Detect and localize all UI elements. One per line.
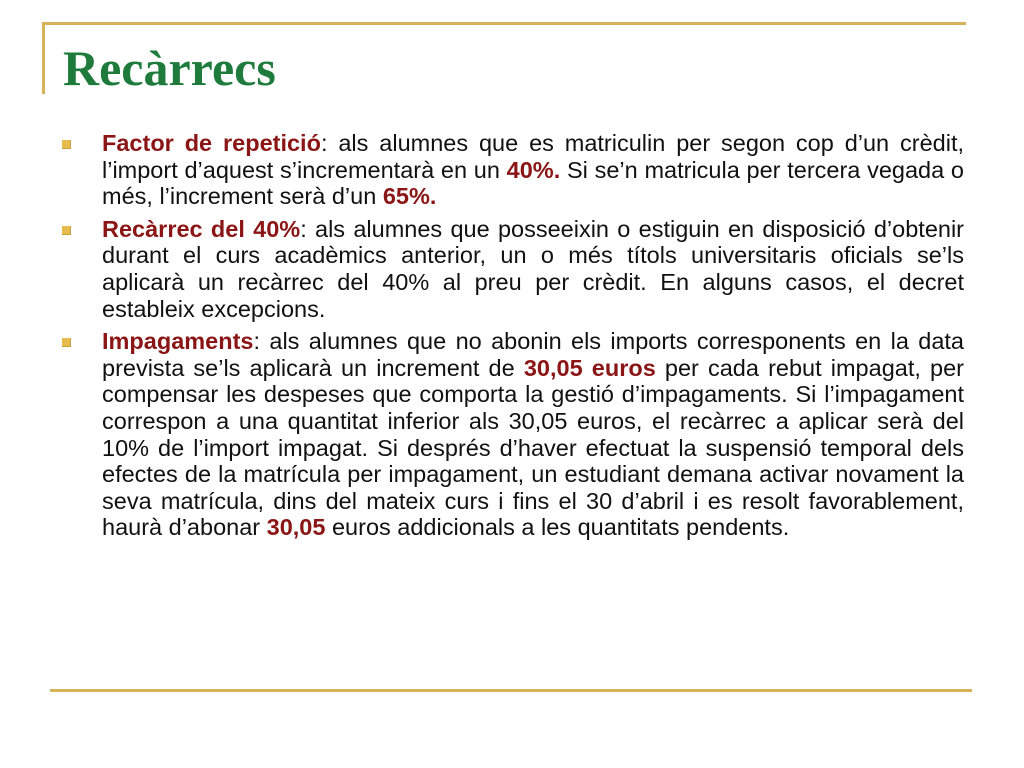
bullet-text-segment: per cada rebut impagat, per compensar les despeses que comporta la gestió d’impagaments. Si l’impagament correspon a una quantitat inferior als 30,05 euros, el recàrrec a aplicar serà del 10% de l’import impagat. Si després d’haver efectuat la suspensió temporal dels efectes de la matrícula per impagament, un estudiant demana activar novament la seva matrícula, dins del mateix curs i fins el 30 d’abril i es resolt favorablement, haurà d’abonar <box>102 354 964 541</box>
bullet-item-factor-repeticio <box>60 130 964 210</box>
square-bullet-icon <box>62 338 71 347</box>
bullet-term: Factor de repetició <box>102 130 321 156</box>
bottom-accent-rule <box>50 689 972 692</box>
bullet-term: Recàrrec del 40% <box>102 215 301 242</box>
bullet-text-segment: euros addicionals a les quantitats pendents. <box>325 514 790 541</box>
highlight-value: 40%. <box>506 156 561 183</box>
bullet-item-impagaments <box>60 328 964 541</box>
bullet-term: Impagaments <box>102 328 254 355</box>
square-bullet-icon <box>62 140 71 149</box>
bullet-text <box>102 216 964 322</box>
slide-title: Recàrrecs <box>63 40 276 96</box>
bullet-text <box>102 130 964 209</box>
bullet-text-segment: : als alumnes que es matriculin per segon cop d’un crèdit, l’import d’aquest s’incrementarà en un <box>102 130 965 183</box>
highlight-value: 30,05 euros <box>523 354 656 381</box>
highlight-value: 30,05 <box>266 514 326 541</box>
highlight-value: 65%. <box>382 183 437 210</box>
bullet-text-segment: Si se’n matricula per tercera vegada o més, l’increment serà d’un <box>102 156 964 210</box>
bullet-text-segment: : als alumnes que posseeixin o estiguin en disposició d’obtenir durant el curs acadèmics anterior, un o més títols universitaris oficials se’ls aplicarà un recàrrec del 40% al preu per crèdit. En alguns casos, el decret estableix excepcions. <box>102 215 965 322</box>
top-accent-rule <box>42 22 966 25</box>
square-bullet-icon <box>62 226 71 235</box>
bullet-item-recarrec <box>60 216 964 322</box>
bullet-list <box>60 130 964 547</box>
bullet-text <box>102 328 964 540</box>
left-accent-rule <box>42 22 45 94</box>
bullet-text-segment: : als alumnes que no abonin els imports corresponents en la data prevista se’ls aplicarà un increment de <box>102 328 964 381</box>
